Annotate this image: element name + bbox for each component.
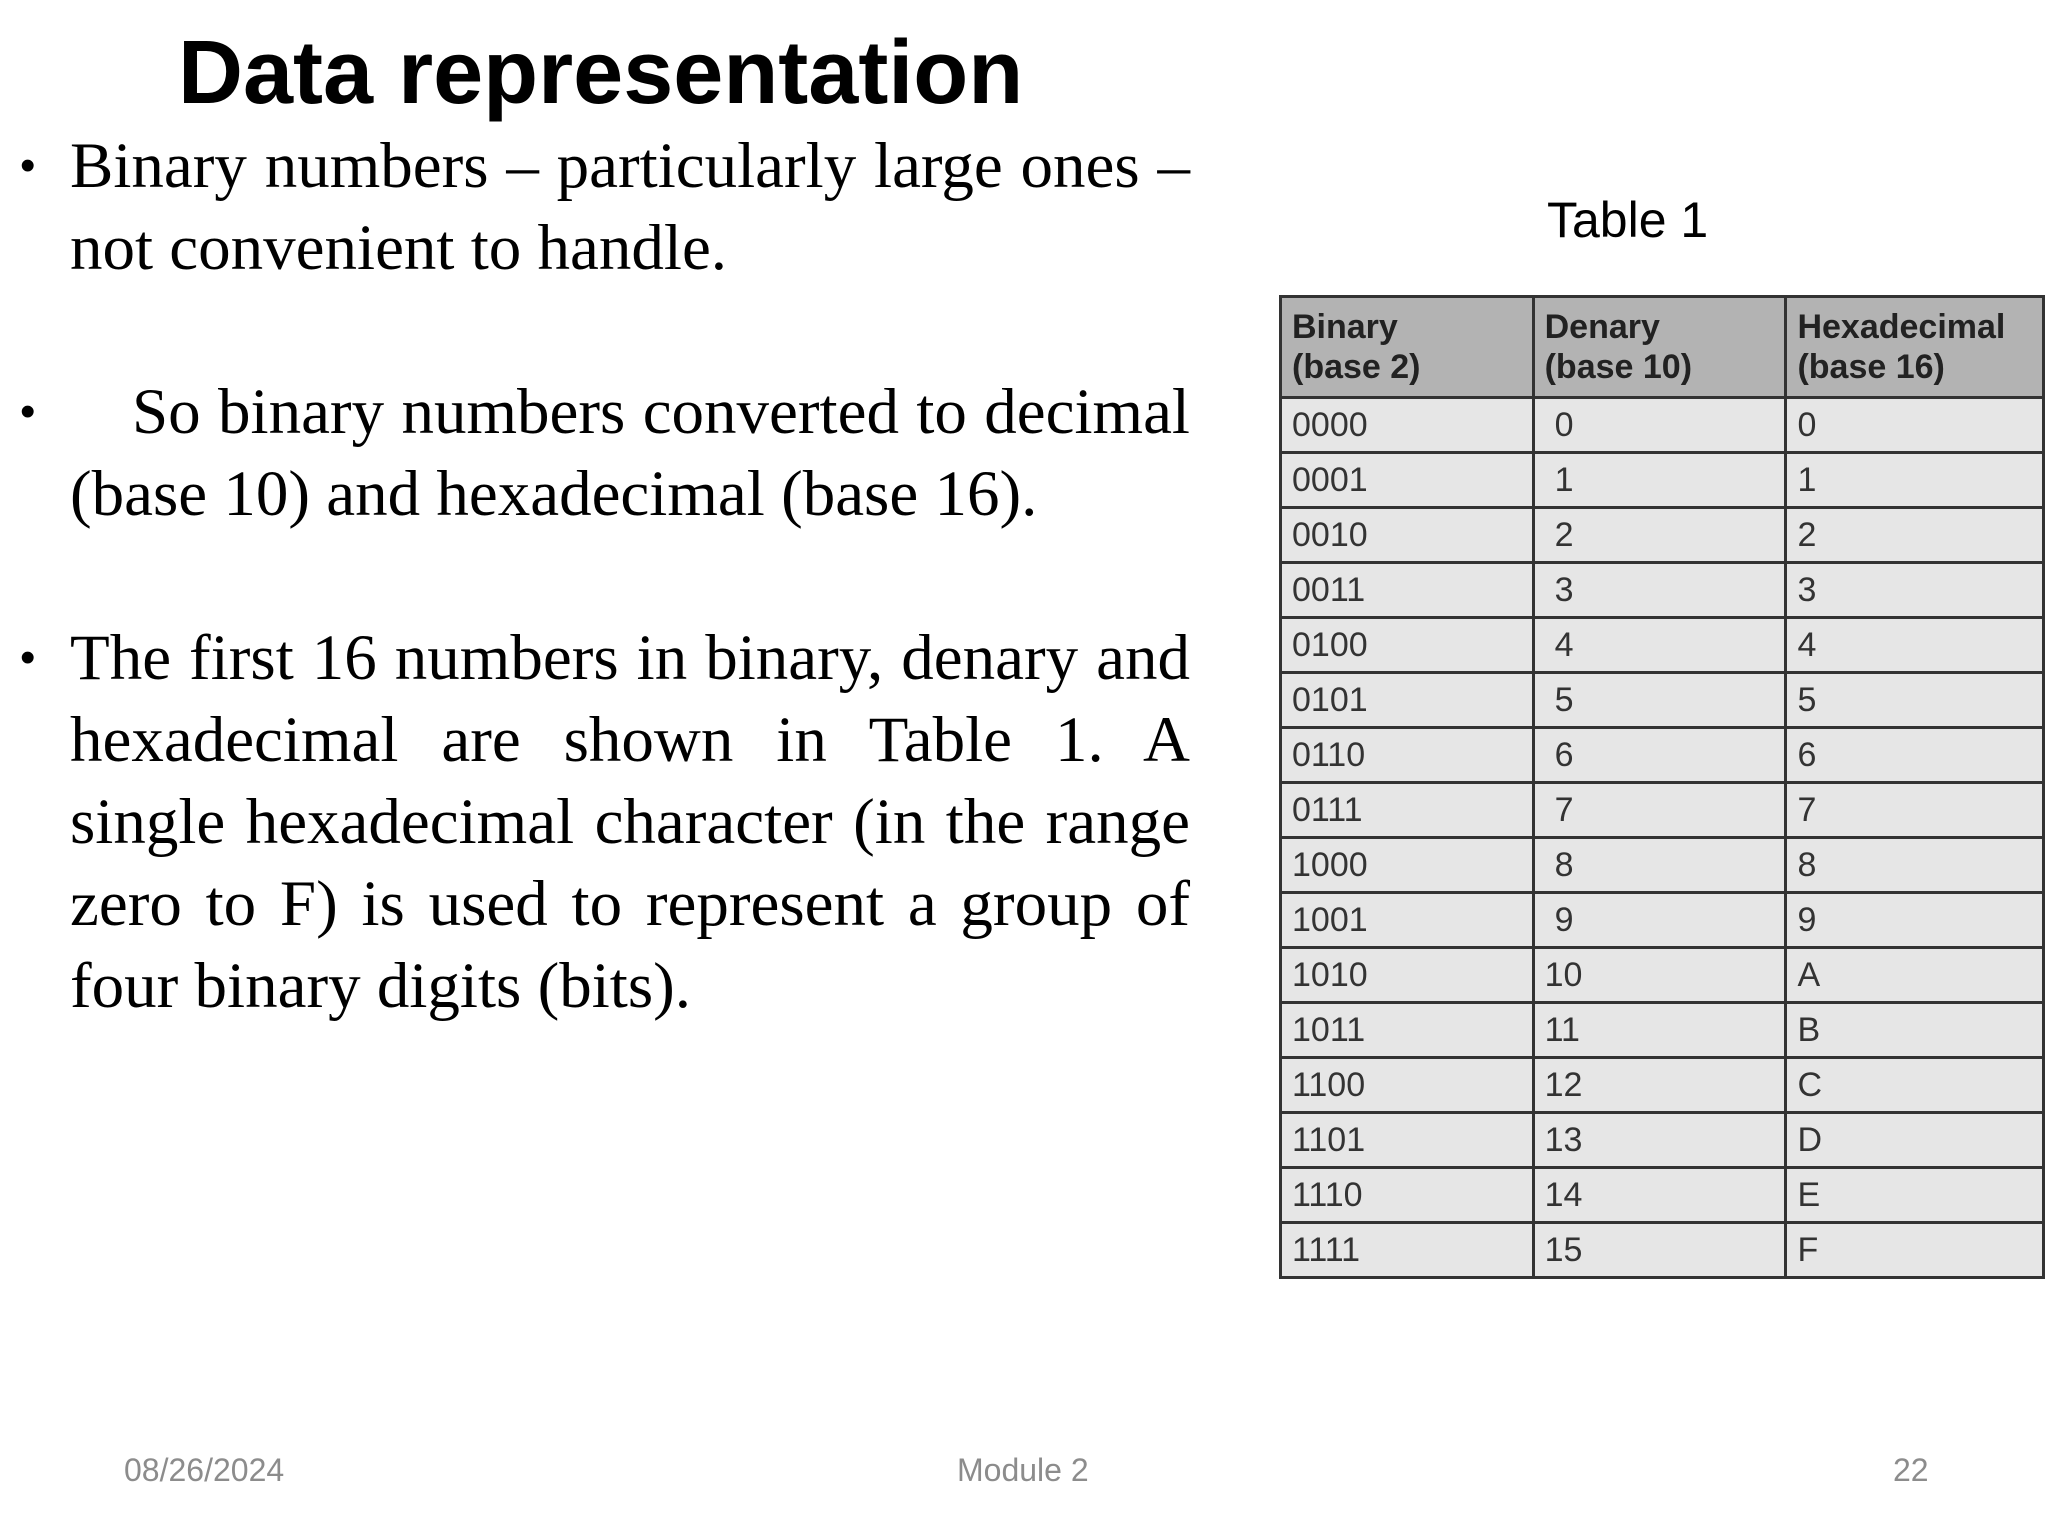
table-row [1281,783,2044,838]
hex-cell: E [1786,1168,2044,1223]
table-row [1281,1223,2044,1278]
bullet-text: Binary numbers – particularly large ones – not convenient to handle. [70,130,1190,284]
denary-cell: 2 [1533,508,1786,563]
hex-cell: 1 [1786,453,2044,508]
hex-cell: 0 [1786,398,2044,453]
denary-cell: 10 [1533,948,1786,1003]
binary-cell: 1001 [1281,893,1534,948]
footer-date: 08/26/2024 [124,1452,285,1488]
denary-cell: 1 [1533,453,1786,508]
denary-cell: 9 [1533,893,1786,948]
table-row [1281,508,2044,563]
hex-cell: 7 [1786,783,2044,838]
hex-cell: 5 [1786,673,2044,728]
table-row [1281,1003,2044,1058]
header-hexadecimal [1786,297,2044,398]
table-row [1281,453,2044,508]
header-binary-label: Binary [1292,308,1398,346]
bullet-icon: • [20,141,36,190]
table-row [1281,893,2044,948]
table-row [1281,1058,2044,1113]
binary-cell: 0010 [1281,508,1534,563]
denary-cell: 12 [1533,1058,1786,1113]
table-row [1281,398,2044,453]
binary-cell: 0101 [1281,673,1534,728]
bullet-list [20,125,1190,1027]
denary-cell: 14 [1533,1168,1786,1223]
header-binary [1281,297,1534,398]
denary-cell: 6 [1533,728,1786,783]
footer-module: Module 2 [957,1452,1089,1488]
table-row [1281,1168,2044,1223]
hex-cell: C [1786,1058,2044,1113]
bullet-item [20,125,1190,289]
bullet-text: So binary numbers converted to decimal (base 10) and hexadecimal (base 16). [70,376,1190,530]
denary-cell: 15 [1533,1223,1786,1278]
bullet-icon: • [20,633,36,682]
table-row [1281,563,2044,618]
header-denary-label: Denary [1544,308,1660,346]
denary-cell: 4 [1533,618,1786,673]
table-row [1281,838,2044,893]
denary-cell: 13 [1533,1113,1786,1168]
binary-cell: 1010 [1281,948,1534,1003]
header-hex-base: (base 16) [1797,348,1945,386]
denary-cell: 3 [1533,563,1786,618]
binary-cell: 1101 [1281,1113,1534,1168]
binary-cell: 0111 [1281,783,1534,838]
footer-page-number: 22 [1893,1452,1929,1488]
hex-cell: F [1786,1223,2044,1278]
header-binary-base: (base 2) [1292,348,1421,386]
hex-cell: 4 [1786,618,2044,673]
denary-cell: 7 [1533,783,1786,838]
binary-cell: 0100 [1281,618,1534,673]
denary-cell: 5 [1533,673,1786,728]
hex-cell: A [1786,948,2044,1003]
header-denary [1533,297,1786,398]
denary-cell: 0 [1533,398,1786,453]
table-row [1281,618,2044,673]
denary-cell: 8 [1533,838,1786,893]
binary-cell: 1000 [1281,838,1534,893]
header-denary-base: (base 10) [1544,348,1693,386]
table-caption: Table 1 [1547,192,1709,248]
table-row [1281,728,2044,783]
binary-cell: 0001 [1281,453,1534,508]
binary-cell: 1011 [1281,1003,1534,1058]
binary-cell: 1111 [1281,1223,1534,1278]
hex-cell: D [1786,1113,2044,1168]
binary-cell: 1110 [1281,1168,1534,1223]
binary-cell: 0110 [1281,728,1534,783]
bullet-text: The first 16 numbers in binary, denary and hexadecimal are shown in Table 1. A single hexadecimal character (in the range zero to F) is used to represent a group of four binary digits (bits). [70,622,1190,1022]
bullet-item [20,617,1190,1027]
table-header-row [1281,297,2044,398]
binary-cell: 0000 [1281,398,1534,453]
binary-cell: 1100 [1281,1058,1534,1113]
hex-cell: 2 [1786,508,2044,563]
hex-cell: 3 [1786,563,2044,618]
header-hex-label: Hexadecimal [1797,308,2006,346]
table-row [1281,673,2044,728]
hex-cell: 6 [1786,728,2044,783]
hex-cell: 9 [1786,893,2044,948]
table-row [1281,1113,2044,1168]
conversion-table [1279,295,2045,1279]
bullet-icon: • [20,387,36,436]
hex-cell: 8 [1786,838,2044,893]
slide-title: Data representation [178,23,1024,123]
denary-cell: 11 [1533,1003,1786,1058]
table-row [1281,948,2044,1003]
hex-cell: B [1786,1003,2044,1058]
binary-cell: 0011 [1281,563,1534,618]
bullet-item [20,371,1190,535]
